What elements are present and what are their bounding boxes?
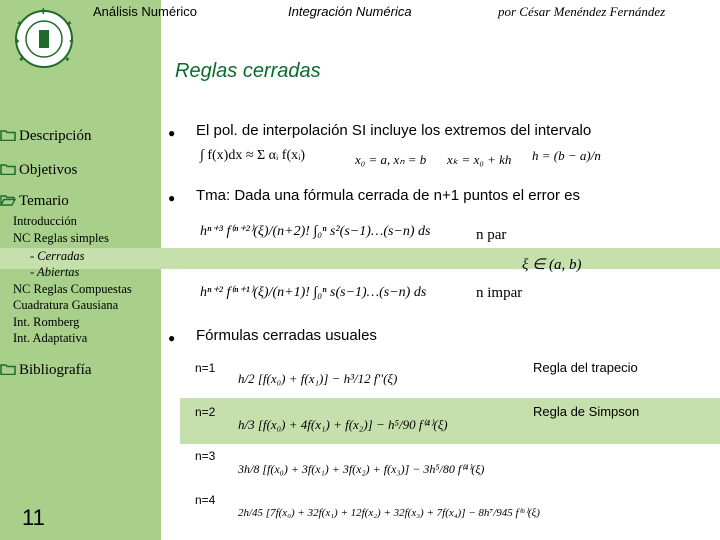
rule-n-label: n=3	[195, 449, 216, 463]
n-par-label: n par	[476, 227, 507, 243]
svg-text:✦: ✦	[16, 19, 23, 28]
folder-icon	[0, 129, 16, 141]
svg-text:✦: ✦	[68, 37, 75, 46]
nav-label: Bibliografía	[19, 362, 92, 378]
bullet-icon: ●	[168, 191, 176, 205]
temario-item-adaptativa[interactable]: Int. Adaptativa	[13, 331, 88, 345]
xi-domain: ξ ∈ (a, b)	[522, 257, 582, 273]
svg-text:✦: ✦	[14, 37, 21, 46]
university-logo	[6, 4, 82, 74]
open-folder-icon	[0, 194, 16, 206]
rule-n-label: n=1	[195, 361, 216, 375]
slide-title: Reglas cerradas	[175, 60, 321, 82]
error-formula-odd: hⁿ⁺² f⁽ⁿ⁺¹⁾(ξ)/(n+1)! ∫₀ⁿ s(s−1)…(s−n) ds	[200, 285, 427, 300]
svg-text:✦: ✦	[18, 55, 25, 64]
rule-formula: h/3 [f(x₀) + 4f(x₁) + f(x₂)] − h⁵/90 f⁽⁴⁾(ξ)	[238, 417, 448, 432]
n-impar-label: n impar	[476, 285, 523, 301]
temario-item-abiertas[interactable]: - Abiertas	[30, 265, 80, 279]
rule-formula: 3h/8 [f(x₀) + 3f(x₁) + 3f(x₂) + f(x₃)] − 3h⁵/80 f⁽⁴⁾(ξ)	[238, 462, 485, 476]
nav-temario[interactable]	[0, 193, 69, 210]
temario-item-romberg[interactable]: Int. Romberg	[13, 315, 80, 329]
bullet-icon: ●	[168, 331, 176, 345]
author-credit: por César Menéndez Fernández	[498, 4, 666, 19]
temario-item-nc-compuestas[interactable]: NC Reglas Compuestas	[13, 282, 132, 296]
bullet-icon: ●	[168, 126, 176, 140]
nav-descripcion[interactable]	[0, 128, 91, 145]
temario-item-nc-simples[interactable]: NC Reglas simples	[13, 231, 109, 245]
topic-title: Integración Numérica	[288, 4, 412, 19]
nav-bibliografia[interactable]	[0, 362, 91, 379]
rule-formula: 2h/45 [7f(x₀) + 32f(x₁) + 12f(x₂) + 32f(x₃) + 7f(x₄)] − 8h⁷/945 f⁽⁶⁾(ξ)	[238, 507, 540, 519]
bullet-text-error: Tma: Dada una fórmula cerrada de n+1 puntos el error es	[196, 187, 580, 204]
nodes-formula: x₀ = a, xₙ = b	[355, 152, 427, 167]
temario-item-introduccion[interactable]: Introducción	[13, 214, 77, 228]
course-title: Análisis Numérico	[93, 4, 198, 19]
folder-icon	[0, 363, 16, 375]
sidebar	[0, 0, 161, 540]
page-number: 11	[22, 505, 45, 530]
quadrature-formula: ∫ f(x)dx ≈ Σ αᵢ f(xᵢ)	[200, 148, 306, 163]
svg-text:✚: ✚	[40, 7, 47, 16]
folder-icon	[0, 163, 16, 175]
error-formula-even: hⁿ⁺³ f⁽ⁿ⁺²⁾(ξ)/(n+2)! ∫₀ⁿ s²(s−1)…(s−n) ds	[200, 224, 431, 239]
rule-n-label: n=4	[195, 493, 216, 507]
nav-label: Objetivos	[19, 162, 78, 178]
current-section-highlight	[0, 248, 720, 269]
nav-label: Temario	[19, 193, 69, 209]
bullet-text-interpolation: El pol. de interpolación SI incluye los extremos del intervalo	[196, 122, 592, 139]
svg-text:✦: ✦	[64, 55, 71, 64]
rule-formula: h/2 [f(x₀) + f(x₁)] − h³/12 f''(ξ)	[238, 371, 398, 386]
rule-n-label: n=2	[195, 405, 216, 419]
svg-text:✦: ✦	[66, 19, 73, 28]
nav-label: Descripción	[19, 128, 92, 144]
nav-objetivos[interactable]	[0, 162, 77, 179]
temario-item-cerradas[interactable]: - Cerradas	[30, 249, 85, 263]
rule-name: Regla de Simpson	[533, 404, 640, 419]
xk-formula: xₖ = x₀ + kh	[447, 152, 512, 167]
temario-item-gaussiana[interactable]: Cuadratura Gausiana	[13, 298, 119, 312]
rule-name: Regla del trapecio	[533, 360, 638, 375]
h-formula: h = (b − a)/n	[532, 148, 601, 163]
bullet-text-usual-formulas: Fórmulas cerradas usuales	[196, 327, 377, 344]
